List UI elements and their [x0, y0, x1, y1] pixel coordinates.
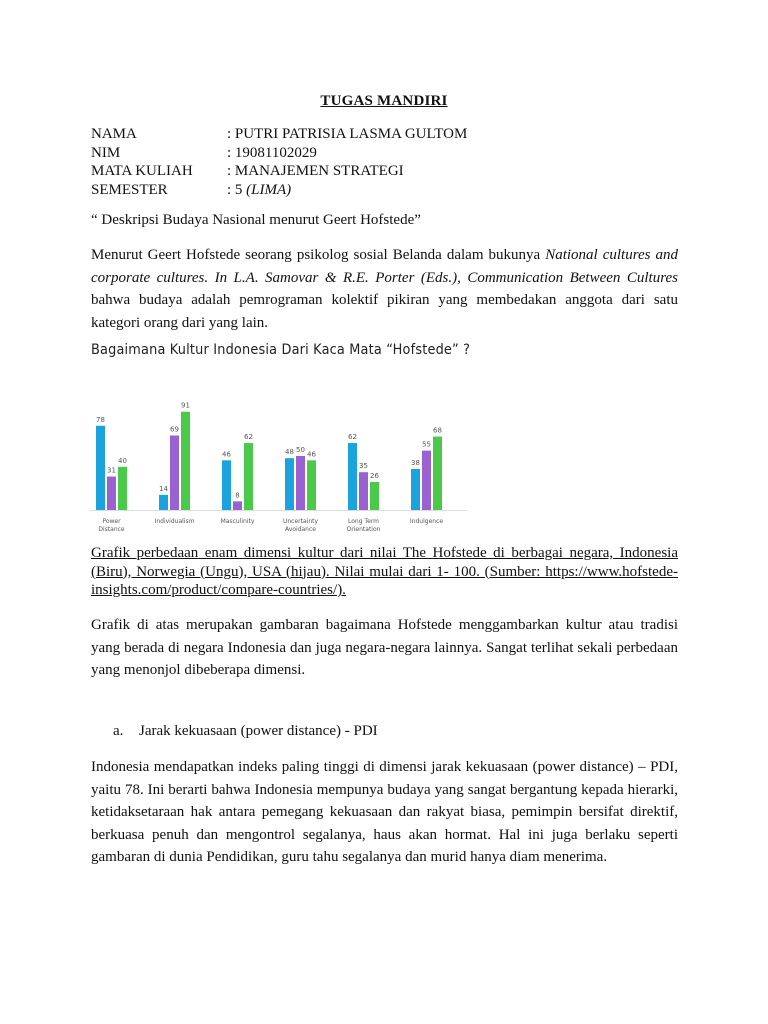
intro-text-2: bahwa budaya adalah pemrograman kolektif pikiran yang membedakan anggota dari satu kategori orang dari yang lain. — [91, 292, 678, 331]
chart-caption: Grafik perbedaan enam dimensi kultur dari nilai The Hofstede di berbagai negara, Indonesia (Biru), Norwegia (Ungu), USA (hijau). Nilai mulai dari 1- 100. (Sumber: https://www.hofstede-insights.com/product/compare-countries/). — [91, 545, 678, 598]
bar-value-label: 8 — [235, 491, 240, 500]
bar-0-1 — [107, 477, 116, 510]
intro-book-title: National cultures and corporate cultures. In L.A. Samovar & R.E. Porter (Eds.), Communication Between Cultures — [91, 247, 678, 286]
bar-2-2 — [244, 443, 253, 510]
bar-value-label: 69 — [170, 425, 179, 434]
bar-3-2 — [307, 460, 316, 510]
bar-0-0 — [96, 426, 105, 510]
info-value: : PUTRI PATRISIA LASMA GULTOM — [227, 126, 468, 142]
bar-1-0 — [159, 495, 168, 510]
bar-4-1 — [359, 472, 368, 510]
paragraph-2: Grafik di atas merupakan gambaran bagaimana Hofstede menggambarkan kultur atau tradisi yang berada di negara Indonesia dan juga negara-negara lainnya. Sangat terlihat sekali perbedaan yang menonjol dibeberapa dimensi. — [91, 617, 678, 678]
bar-1-1 — [170, 435, 179, 510]
info-label: NAMA — [91, 126, 137, 142]
bar-2-1 — [233, 501, 242, 510]
bar-value-label: 38 — [411, 458, 420, 467]
page-title: TUGAS MANDIRI — [320, 93, 448, 109]
category-label: Indulgence — [409, 518, 444, 525]
bar-3-0 — [285, 458, 294, 510]
bar-value-label: 62 — [244, 433, 253, 442]
bar-value-label: 46 — [307, 450, 316, 459]
bar-value-label: 68 — [433, 426, 442, 435]
info-row-mata-kuliah — [91, 162, 467, 181]
info-row-semester — [91, 181, 467, 200]
bar-value-label: 48 — [285, 448, 294, 457]
bar-3-1 — [296, 456, 305, 510]
bar-value-label: 35 — [359, 462, 368, 471]
category-label: Individualism — [154, 518, 195, 525]
info-label: SEMESTER — [91, 181, 168, 198]
question-heading: Bagaimana Kultur Indonesia Dari Kaca Mata “Hofstede” ? — [91, 342, 471, 358]
bar-value-label: 78 — [96, 415, 105, 424]
category-label: Uncertainty — [282, 518, 319, 525]
category-label: Masculinity — [220, 518, 255, 525]
point-letter: a. — [113, 723, 124, 739]
info-label: NIM — [91, 144, 121, 161]
bar-5-0 — [411, 469, 420, 510]
info-value-italic: (LIMA) — [246, 181, 292, 198]
category-label: Power — [102, 518, 121, 525]
bar-value-label: 26 — [370, 471, 379, 480]
info-value: : 19081102029 — [227, 144, 317, 161]
paragraph-3: Indonesia mendapatkan indeks paling tinggi di dimensi jarak kekuasaan (power distance) – PDI, yaitu 78. Ini berarti bahwa Indonesia mempunya budaya yang sangat bergantung kepada hierarki, ketidaksetaraan hak antara pemegang kekuasaan dan rakyat biasa, pemimpin bersifat direktif, berkuasa penuh dan mengontrol segalanya, haus akan hormat. Hal ini juga berlaku seperti gambaran di dunia Pendidikan, guru tahu segalanya dan murid hanya diam menerima. — [91, 759, 678, 865]
intro-text-1: Menurut Geert Hofstede seorang psikolog sosial Belanda dalam bukunya — [91, 247, 546, 263]
info-value-prefix: : 5 — [227, 181, 247, 198]
bar-4-2 — [370, 482, 379, 510]
category-label: Long Term — [348, 518, 379, 525]
info-row-nama — [91, 125, 467, 144]
bar-value-label: 31 — [107, 466, 116, 475]
category-label: Avoidance — [285, 526, 316, 533]
student-info — [91, 125, 467, 199]
info-row-nim — [91, 144, 467, 163]
bar-5-2 — [433, 437, 442, 510]
bar-value-label: 91 — [181, 401, 190, 410]
category-label: Orientation — [346, 526, 381, 533]
bar-value-label: 50 — [296, 446, 305, 454]
bar-value-label: 62 — [348, 433, 357, 442]
bar-5-1 — [422, 451, 431, 510]
category-label: Distance — [98, 526, 125, 533]
point-a — [113, 723, 378, 740]
intro-paragraph — [91, 244, 678, 334]
bar-1-2 — [181, 412, 190, 510]
section-subtitle: “ Deskripsi Budaya Nasional menurut Geert Hofstede” — [91, 212, 421, 228]
info-value: : MANAJEMEN STRATEGI — [227, 163, 404, 179]
bar-4-0 — [348, 443, 357, 510]
info-value — [227, 181, 291, 200]
point-text: Jarak kekuasaan (power distance) - PDI — [139, 723, 378, 739]
hofstede-bar-chart — [89, 392, 479, 542]
bar-value-label: 14 — [159, 484, 168, 493]
bar-value-label: 46 — [222, 450, 231, 459]
bar-0-2 — [118, 467, 127, 510]
bar-value-label: 55 — [422, 440, 431, 449]
info-label: MATA KULIAH — [91, 163, 193, 179]
bar-value-label: 40 — [118, 456, 127, 465]
bar-2-0 — [222, 460, 231, 510]
